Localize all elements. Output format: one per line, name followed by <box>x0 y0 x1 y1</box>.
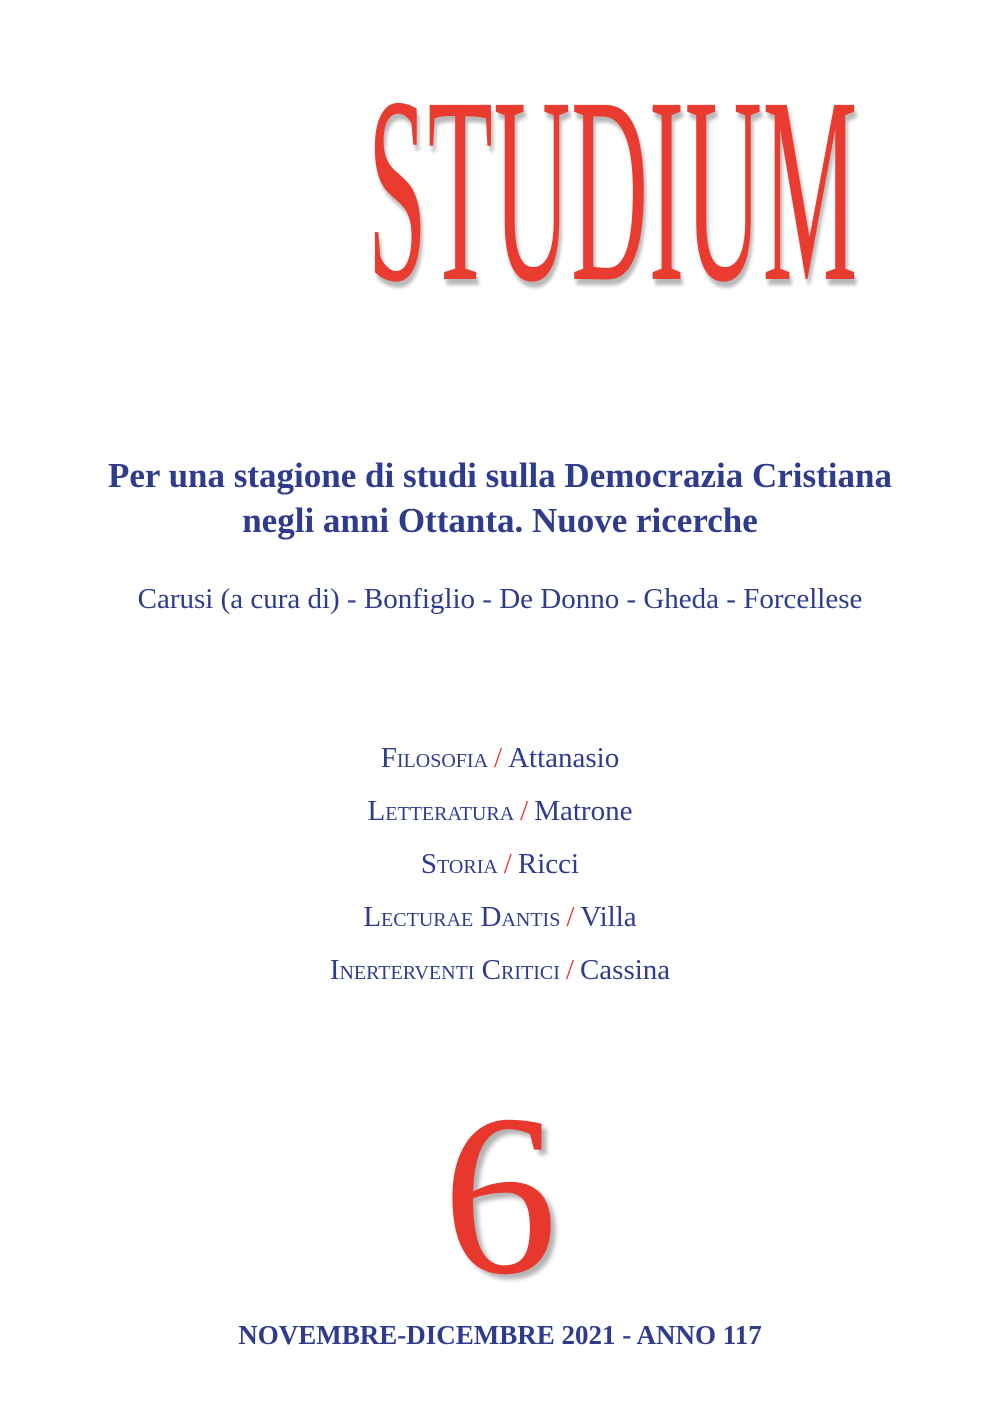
section-entry <box>0 848 1000 881</box>
separator: / <box>520 795 529 827</box>
section-author: Attanasio <box>508 742 620 774</box>
section-author: Villa <box>580 901 637 933</box>
section-name: Storia <box>420 848 498 880</box>
authors-line: Carusi (a cura di) - Bonfiglio - De Donno - Gheda - Forcellese <box>137 583 863 615</box>
separator: / <box>494 742 503 774</box>
masthead-title: STUDIUM <box>367 42 859 337</box>
section-entry <box>0 795 1000 828</box>
section-author: Matrone <box>534 795 633 827</box>
section-entry <box>0 742 1000 775</box>
section-author: Ricci <box>517 848 580 880</box>
section-entry <box>0 901 1000 934</box>
separator: / <box>566 901 575 933</box>
separator: / <box>503 848 512 880</box>
headline-line-2: negli anni Ottanta. Nuove ricerche <box>242 501 758 540</box>
headline-line-1: Per una stagione di studi sulla Democrazia Cristiana <box>108 456 892 495</box>
issue-date-footer: NOVEMBRE-DICEMBRE 2021 - ANNO 117 <box>238 1320 762 1350</box>
section-name: Lecturae Dantis <box>363 901 561 933</box>
separator: / <box>565 954 574 986</box>
section-entry <box>0 954 1000 987</box>
section-author: Cassina <box>579 954 671 986</box>
section-name: Filosofia <box>380 742 489 774</box>
section-name: Inerterventi Critici <box>329 954 560 986</box>
issue-number: 6 <box>442 1067 558 1322</box>
section-name: Letteratura <box>367 795 515 827</box>
